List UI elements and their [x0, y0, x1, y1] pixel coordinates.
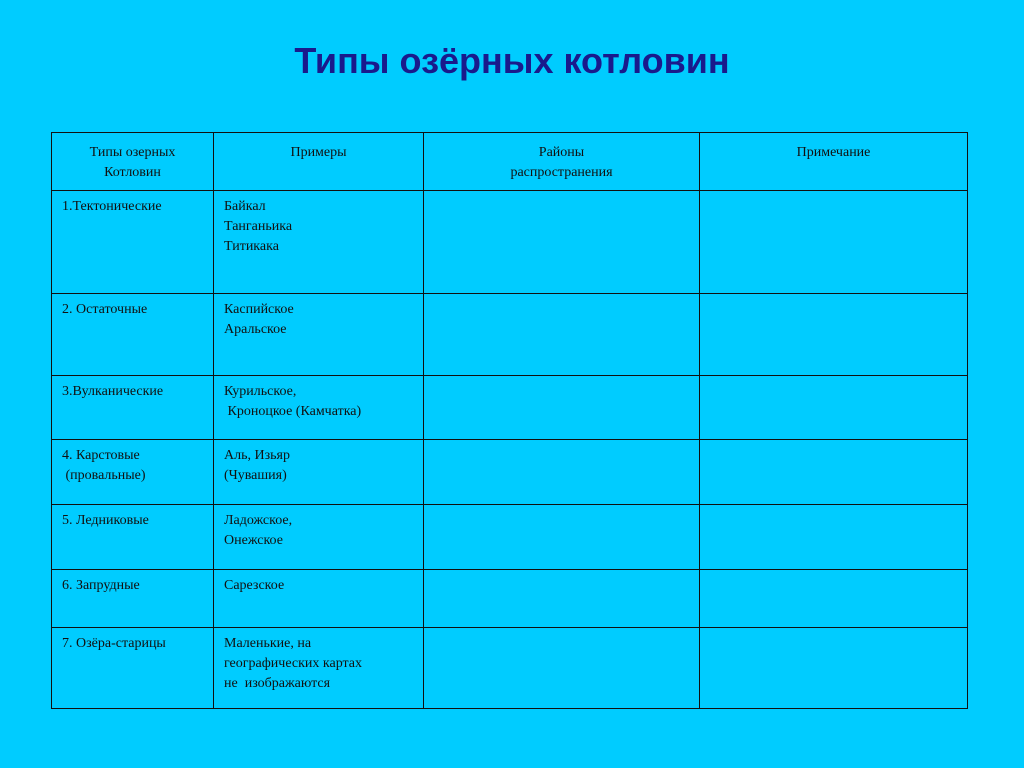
cell-regions [424, 440, 700, 505]
cell-examples [214, 440, 424, 505]
table-row [52, 440, 968, 505]
header-regions-line-2: распространения [510, 165, 613, 180]
cell-type [52, 505, 214, 570]
cell-note [700, 376, 968, 440]
cell-example-line: Сарезское [224, 578, 285, 593]
cell-type [52, 440, 214, 505]
cell-examples [214, 376, 424, 440]
cell-regions [424, 376, 700, 440]
cell-type-line: 6. Запрудные [62, 578, 140, 593]
cell-type-line: 4. Карстовые [62, 448, 140, 463]
cell-regions [424, 294, 700, 376]
header-examples-line-1: Примеры [290, 145, 347, 160]
cell-type-line: 1.Тектонические [62, 199, 162, 214]
cell-example-line: не изображаются [224, 676, 331, 691]
cell-example-line: Маленькие, на [224, 636, 312, 651]
header-types-line-1: Типы озерных [89, 145, 176, 160]
header-note [700, 133, 968, 191]
cell-type-line: 2. Остаточные [62, 302, 148, 317]
cell-example-line: Титикака [224, 239, 279, 254]
cell-note [700, 191, 968, 294]
cell-example-line: Курильское, [224, 384, 297, 399]
cell-example-line: Аральское [224, 322, 287, 337]
cell-type-line: 3.Вулканические [62, 384, 164, 399]
cell-type [52, 294, 214, 376]
table-row [52, 505, 968, 570]
table-row [52, 191, 968, 294]
cell-type [52, 376, 214, 440]
cell-note [700, 628, 968, 709]
cell-example-line: (Чувашия) [224, 468, 287, 483]
cell-regions [424, 628, 700, 709]
cell-type-line: (провальные) [62, 468, 146, 483]
table-row [52, 294, 968, 376]
cell-type-line: 5. Ледниковые [62, 513, 149, 528]
cell-example-line: Кроноцкое (Камчатка) [224, 404, 362, 419]
cell-note [700, 294, 968, 376]
cell-note [700, 440, 968, 505]
cell-examples [214, 191, 424, 294]
cell-type [52, 628, 214, 709]
cell-example-line: Каспийское [224, 302, 294, 317]
header-regions [424, 133, 700, 191]
cell-examples [214, 505, 424, 570]
header-note-line-1: Примечание [796, 145, 871, 160]
table-row [52, 628, 968, 709]
cell-example-line: Байкал [224, 199, 266, 214]
header-types-line-2: Котловин [104, 165, 161, 180]
cell-examples [214, 628, 424, 709]
header-examples [214, 133, 424, 191]
table-header-row [52, 133, 968, 191]
cell-regions [424, 505, 700, 570]
header-regions-line-1: Районы [538, 145, 585, 160]
slide-title: Типы озёрных котловин [294, 40, 730, 81]
lake-basin-table [51, 132, 968, 709]
cell-example-line: Онежское [224, 533, 283, 548]
cell-type-line: 7. Озёра-старицы [62, 636, 166, 651]
cell-note [700, 570, 968, 628]
cell-regions [424, 191, 700, 294]
table-row [52, 376, 968, 440]
cell-example-line: Ладожское, [224, 513, 293, 528]
cell-example-line: Аль, Изьяр [224, 448, 290, 463]
cell-note [700, 505, 968, 570]
cell-examples [214, 570, 424, 628]
cell-type [52, 570, 214, 628]
cell-example-line: географических картах [224, 656, 363, 671]
header-types [52, 133, 214, 191]
cell-regions [424, 570, 700, 628]
cell-examples [214, 294, 424, 376]
table-row [52, 570, 968, 628]
cell-type [52, 191, 214, 294]
cell-example-line: Танганьика [224, 219, 293, 234]
